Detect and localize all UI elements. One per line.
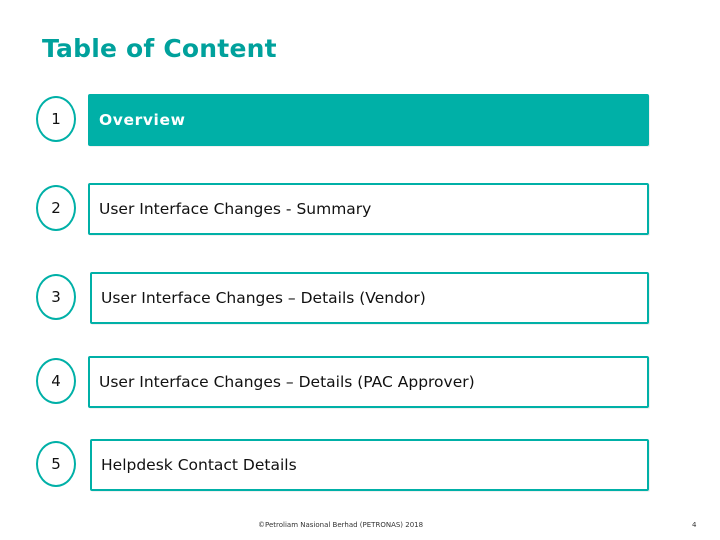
toc-item-ui-summary[interactable]: [0, 183, 720, 239]
item-number: 3: [36, 274, 76, 320]
item-number: 4: [36, 358, 76, 404]
item-number: 1: [36, 96, 76, 142]
item-label[interactable]: Overview: [88, 94, 649, 146]
toc-item-helpdesk[interactable]: [0, 439, 720, 495]
item-label[interactable]: User Interface Changes – Details (Vendor): [90, 272, 649, 324]
item-number: 2: [36, 185, 76, 231]
toc-item-overview[interactable]: [0, 94, 720, 150]
item-label[interactable]: User Interface Changes - Summary: [88, 183, 649, 235]
item-label[interactable]: User Interface Changes – Details (PAC Approver): [88, 356, 649, 408]
toc-item-ui-details-pac-approver[interactable]: [0, 356, 720, 412]
toc-item-ui-details-vendor[interactable]: [0, 272, 720, 328]
item-number: 5: [36, 441, 76, 487]
item-label[interactable]: Helpdesk Contact Details: [90, 439, 649, 491]
copyright-footer: ©Petroliam Nasional Berhad (PETRONAS) 2018: [258, 521, 424, 529]
page-title: Table of Content: [42, 34, 277, 63]
page-number: 4: [692, 521, 697, 529]
